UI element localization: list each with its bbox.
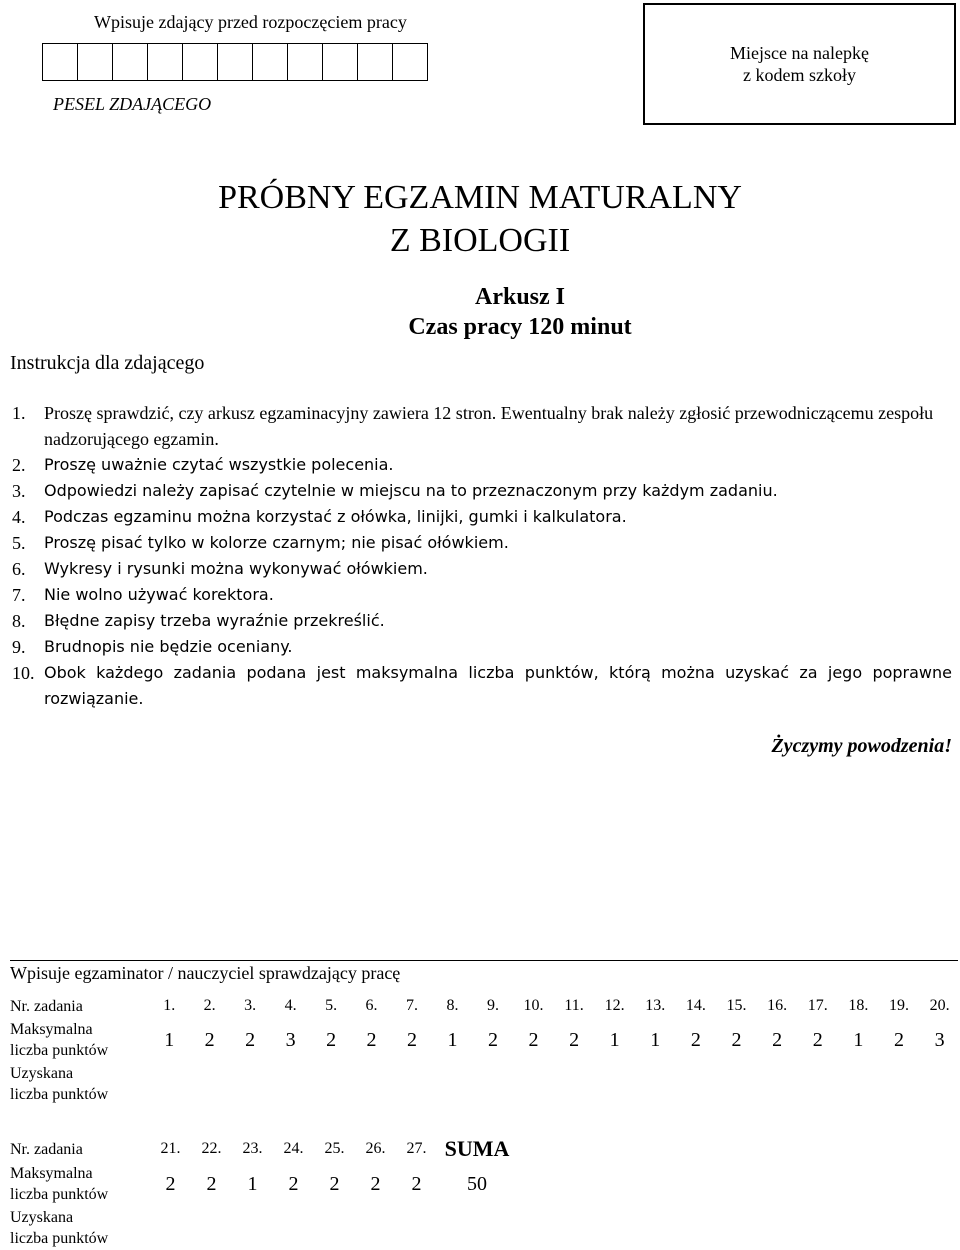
- time-label: Czas pracy 120 minut: [408, 314, 632, 340]
- list-item: 2. Proszę uważnie czytać wszystkie polecenia.: [12, 455, 394, 475]
- row-label: Nr. zadania: [10, 1140, 83, 1158]
- row-label: Uzyskana liczba punktów: [10, 1209, 109, 1247]
- pesel-input-boxes[interactable]: [43, 43, 428, 81]
- pesel-digit-box[interactable]: [77, 43, 113, 81]
- obtained-points-cell[interactable]: [311, 1062, 351, 1106]
- list-item: 4. Podczas egzaminu można korzystać z ołówka, linijki, gumki i kalkulatora.: [12, 507, 627, 527]
- list-item: 7. Nie wolno używać korektora.: [12, 585, 274, 605]
- max-points-cell: 2: [288, 1172, 299, 1195]
- task-number-cell: 17.: [807, 997, 828, 1014]
- max-points-cell: 2: [329, 1172, 340, 1195]
- obtained-points-cell[interactable]: [149, 1062, 189, 1106]
- max-points-cell: 2: [690, 1028, 701, 1051]
- pesel-digit-box[interactable]: [357, 43, 393, 81]
- list-item: 5. Proszę pisać tylko w kolorze czarnym; nie pisać ołówkiem.: [12, 533, 509, 553]
- obtained-points-row: [10, 1206, 517, 1250]
- sum-max-cell: 50: [467, 1172, 487, 1195]
- max-points-cell: 2: [411, 1172, 422, 1195]
- max-points-cell: 1: [853, 1028, 864, 1051]
- exam-title: PRÓBNY EGZAMIN MATURALNY: [218, 179, 742, 216]
- list-item: 9. Brudnopis nie będzie oceniany.: [12, 637, 293, 657]
- obtained-points-cell[interactable]: [314, 1206, 355, 1250]
- task-number-cell: 11.: [564, 997, 584, 1014]
- task-number-cell: 25.: [324, 1140, 345, 1157]
- instructions-heading: Instrukcja dla zdającego: [10, 352, 205, 374]
- sum-header-cell: SUMA: [444, 1136, 510, 1161]
- max-points-cell: 1: [447, 1028, 458, 1051]
- list-item: 8. Błędne zapisy trzeba wyraźnie przekreślić.: [12, 611, 385, 631]
- obtained-points-cell[interactable]: [716, 1062, 757, 1106]
- obtained-points-cell[interactable]: [396, 1206, 437, 1250]
- obtained-points-cell[interactable]: [351, 1062, 391, 1106]
- sheet-label: Arkusz I: [474, 284, 565, 310]
- row-label: Nr. zadania: [10, 997, 83, 1015]
- sticker-text: Miejsce na nalepkę z kodem szkoły: [730, 43, 869, 85]
- score-table-2: [10, 1136, 517, 1250]
- max-points-row: [10, 1162, 517, 1206]
- max-points-cell: 2: [206, 1172, 217, 1195]
- task-number-cell: 3.: [244, 997, 257, 1014]
- exam-subject: Z BIOLOGII: [389, 222, 571, 259]
- pesel-digit-box[interactable]: [217, 43, 253, 81]
- max-points-cell: 2: [204, 1028, 215, 1051]
- list-item: 6. Wykresy i rysunki można wykonywać ołówkiem.: [12, 559, 428, 579]
- task-number-cell: 22.: [201, 1140, 222, 1157]
- pesel-digit-box[interactable]: [252, 43, 288, 81]
- max-points-cell: 2: [326, 1028, 337, 1051]
- row-label: Maksymalna liczba punktów: [10, 1021, 109, 1059]
- list-item: 3. Odpowiedzi należy zapisać czytelnie w miejscu na to przeznaczonym przy każdym zadaniu.: [12, 481, 778, 501]
- task-number-cell: 20.: [929, 997, 950, 1014]
- obtained-points-cell[interactable]: [270, 1062, 310, 1106]
- task-number-cell: 8.: [446, 997, 459, 1014]
- score-table-1: [10, 994, 960, 1106]
- obtained-points-cell[interactable]: [838, 1062, 879, 1106]
- max-points-cell: 2: [528, 1028, 539, 1051]
- task-number-cell: 12.: [604, 997, 625, 1014]
- max-points-cell: 2: [731, 1028, 742, 1051]
- good-luck-message: Życzymy powodzenia!: [771, 735, 952, 757]
- list-item: 10. Obok każdego zadania podana jest maksymalna liczba punktów, którą można uzyskać za jego poprawne rozwiązanie.: [12, 663, 952, 708]
- instructions-list: [12, 400, 952, 712]
- max-points-cell: 2: [487, 1028, 498, 1051]
- task-number-cell: 4.: [284, 997, 297, 1014]
- obtained-points-cell[interactable]: [355, 1206, 396, 1250]
- task-number-cell: 7.: [406, 997, 418, 1014]
- task-number-cell: 5.: [325, 997, 338, 1014]
- school-code-sticker-area: [643, 3, 956, 125]
- obtained-points-cell[interactable]: [392, 1062, 432, 1106]
- obtained-points-cell[interactable]: [232, 1206, 273, 1250]
- pesel-digit-box[interactable]: [182, 43, 218, 81]
- task-number-cell: 1.: [163, 997, 176, 1014]
- sum-obtained-cell[interactable]: [437, 1206, 517, 1250]
- obtained-points-cell[interactable]: [919, 1062, 960, 1106]
- obtained-points-cell[interactable]: [432, 1062, 472, 1106]
- list-item: 1. Proszę sprawdzić, czy arkusz egzaminacyjny zawiera 12 stron. Ewentualny brak należy zgłosić przewodniczącemu zespołu nadzorującego egzamin.: [12, 403, 934, 449]
- task-number-cell: 10.: [523, 997, 544, 1014]
- task-number-cell: 21.: [160, 1140, 181, 1157]
- max-points-cell: 2: [772, 1028, 783, 1051]
- max-points-cell: 1: [609, 1028, 620, 1051]
- task-number-cell: 13.: [645, 997, 666, 1014]
- max-points-cell: 3: [285, 1028, 296, 1051]
- max-points-cell: 2: [370, 1172, 381, 1195]
- obtained-points-row: [10, 1062, 960, 1106]
- max-points-cell: 2: [569, 1028, 580, 1051]
- pesel-label: PESEL ZDAJĄCEGO: [53, 94, 212, 114]
- pesel-digit-box[interactable]: [112, 43, 148, 81]
- row-label: Maksymalna liczba punktów: [10, 1165, 109, 1203]
- task-number-cell: 18.: [848, 997, 869, 1014]
- max-points-cell: 2: [893, 1028, 904, 1051]
- pesel-digit-box[interactable]: [42, 43, 78, 81]
- task-number-row: [10, 1136, 517, 1162]
- fill-in-label: Wpisuje zdający przed rozpoczęciem pracy: [94, 12, 407, 32]
- obtained-points-cell[interactable]: [554, 1062, 595, 1106]
- task-number-cell: 14.: [685, 997, 706, 1014]
- obtained-points-cell[interactable]: [676, 1062, 717, 1106]
- task-number-cell: 27.: [406, 1140, 427, 1157]
- max-points-cell: 2: [165, 1172, 176, 1195]
- task-number-cell: 26.: [365, 1140, 386, 1157]
- obtained-points-cell[interactable]: [473, 1062, 513, 1106]
- task-number-cell: 24.: [283, 1140, 304, 1157]
- pesel-digit-box[interactable]: [287, 43, 323, 81]
- obtained-points-cell[interactable]: [797, 1062, 838, 1106]
- obtained-points-cell[interactable]: [191, 1206, 232, 1250]
- max-points-cell: 2: [366, 1028, 377, 1051]
- obtained-points-cell[interactable]: [635, 1062, 676, 1106]
- max-points-row: [10, 1018, 960, 1062]
- obtained-points-cell[interactable]: [150, 1206, 191, 1250]
- obtained-points-cell[interactable]: [230, 1062, 270, 1106]
- task-number-cell: 23.: [242, 1140, 263, 1157]
- divider: [10, 960, 958, 961]
- max-points-cell: 2: [812, 1028, 823, 1051]
- max-points-cell: 2: [245, 1028, 256, 1051]
- pesel-digit-box[interactable]: [322, 43, 358, 81]
- pesel-digit-box[interactable]: [147, 43, 183, 81]
- obtained-points-cell[interactable]: [513, 1062, 554, 1106]
- task-number-cell: 6.: [365, 997, 378, 1014]
- obtained-points-cell[interactable]: [189, 1062, 229, 1106]
- obtained-points-cell[interactable]: [594, 1062, 635, 1106]
- max-points-cell: 1: [247, 1172, 258, 1195]
- task-number-cell: 19.: [888, 997, 909, 1014]
- max-points-cell: 1: [650, 1028, 661, 1051]
- task-number-cell: 9.: [486, 997, 499, 1014]
- task-number-row: [10, 994, 960, 1018]
- task-number-cell: 2.: [203, 997, 216, 1014]
- obtained-points-cell[interactable]: [757, 1062, 798, 1106]
- task-number-cell: 15.: [726, 997, 747, 1014]
- examiner-label: Wpisuje egzaminator / nauczyciel sprawdzający pracę: [10, 963, 401, 983]
- obtained-points-cell[interactable]: [273, 1206, 314, 1250]
- max-points-cell: 3: [934, 1028, 945, 1051]
- max-points-cell: 2: [407, 1028, 417, 1051]
- row-label: Uzyskana liczba punktów: [10, 1065, 109, 1103]
- pesel-digit-box[interactable]: [392, 43, 428, 81]
- obtained-points-cell[interactable]: [879, 1062, 920, 1106]
- max-points-cell: 1: [164, 1028, 175, 1051]
- task-number-cell: 16.: [767, 997, 788, 1014]
